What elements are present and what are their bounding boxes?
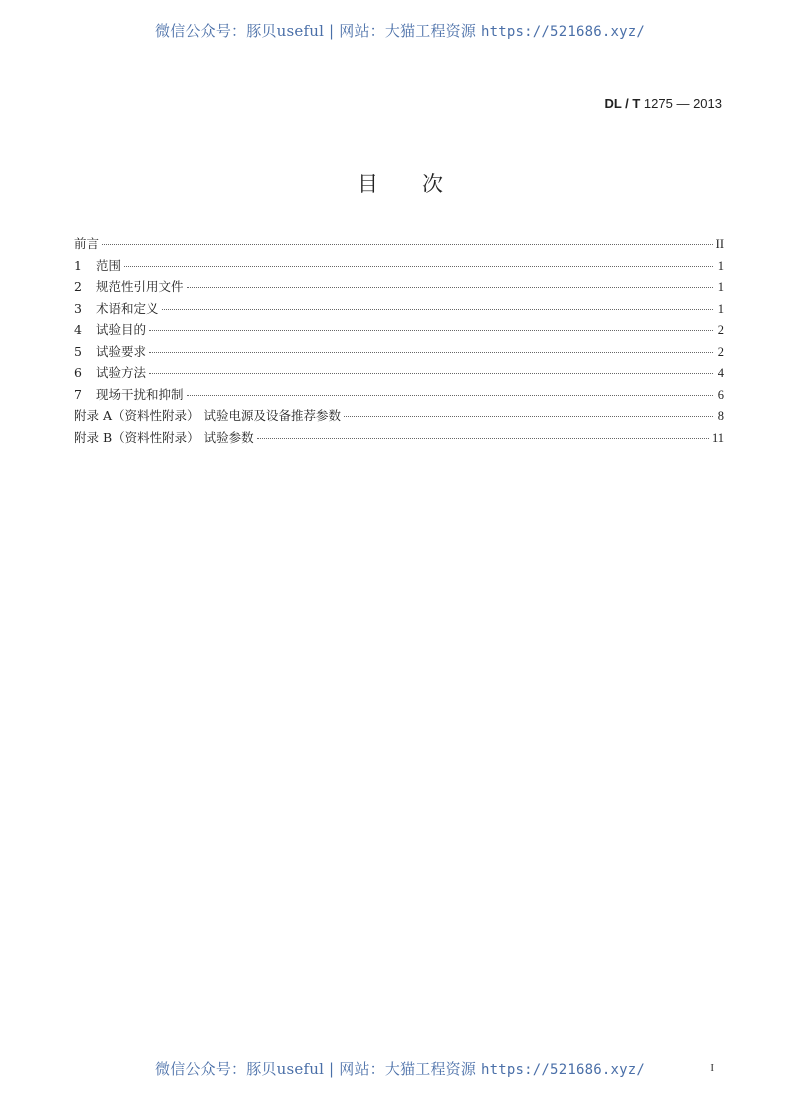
toc-entry-number: 4 — [74, 322, 82, 337]
watermark-url[interactable]: https://521686.xyz/ — [481, 24, 645, 40]
toc-entry-label: 试验要求 — [96, 343, 147, 359]
toc-entry-foreword[interactable] — [74, 234, 724, 256]
watermark-bottom — [0, 1058, 800, 1079]
toc-entry-label: 前言 — [74, 236, 100, 251]
toc-entry-appendix-b[interactable] — [74, 428, 724, 450]
toc-entry-page: 1 — [717, 280, 724, 294]
toc-leader-dots — [187, 395, 713, 396]
toc-entry-page: II — [715, 237, 724, 251]
toc-entry-page: 2 — [717, 323, 724, 337]
watermark-text: 微信公众号：豚贝useful | 网站：大猫工程资源 — [155, 1060, 482, 1078]
toc-entry-label: 术语和定义 — [96, 300, 159, 316]
toc-title: 目次 — [357, 172, 487, 196]
watermark-text: 微信公众号：豚贝useful | 网站：大猫工程资源 — [155, 22, 482, 40]
standard-code — [604, 96, 722, 111]
toc-entry-7[interactable] — [74, 385, 724, 407]
toc-entry-number: 7 — [74, 386, 82, 402]
toc-entry-number: 6 — [74, 365, 82, 380]
watermark-url[interactable]: https://521686.xyz/ — [481, 1062, 645, 1078]
toc-entry-page: 1 — [717, 301, 724, 316]
toc-entry-page: 4 — [717, 366, 724, 380]
toc-entry-page: 11 — [711, 430, 724, 445]
watermark-top — [0, 20, 800, 41]
toc-leader-dots — [124, 266, 713, 267]
toc-entry-number: 3 — [74, 300, 82, 316]
toc-entry-1[interactable] — [74, 256, 724, 278]
toc-leader-dots — [149, 330, 713, 331]
toc-leader-dots — [102, 244, 713, 245]
toc-entry-number: 2 — [74, 279, 82, 294]
toc-entry-appendix-a[interactable] — [74, 406, 724, 428]
toc-entry-label: 规范性引用文件 — [96, 279, 184, 294]
toc-entry-4[interactable] — [74, 320, 724, 342]
standard-number: 1275 — 2013 — [640, 96, 722, 111]
toc-entry-label: 范围 — [96, 257, 122, 273]
toc-leader-dots — [149, 352, 713, 353]
toc-entry-label: 试验方法 — [96, 365, 147, 380]
toc-leader-dots — [344, 416, 713, 417]
toc-entry-page: 2 — [717, 344, 724, 359]
toc-leader-dots — [149, 373, 713, 374]
toc-entry-page: 1 — [717, 258, 724, 273]
toc-entry-6[interactable] — [74, 363, 724, 385]
toc-leader-dots — [187, 287, 713, 288]
toc-entry-label: 现场干扰和抑制 — [96, 386, 184, 402]
toc-entry-label: 试验目的 — [96, 322, 147, 337]
toc-entry-2[interactable] — [74, 277, 724, 299]
toc-leader-dots — [162, 309, 713, 310]
table-of-contents — [74, 234, 724, 449]
toc-leader-dots — [257, 438, 709, 439]
toc-entry-number: 5 — [74, 343, 82, 359]
toc-entry-page: 8 — [717, 409, 724, 423]
standard-prefix: DL / T — [604, 96, 641, 111]
page-number: I — [710, 1062, 714, 1074]
toc-entry-5[interactable] — [74, 342, 724, 364]
toc-entry-3[interactable] — [74, 299, 724, 321]
toc-entry-label: 附录 B（资料性附录） 试验参数 — [74, 429, 254, 445]
toc-entry-label: 附录 A（资料性附录） 试验电源及设备推荐参数 — [74, 408, 341, 423]
toc-entry-number: 1 — [74, 257, 82, 273]
toc-entry-page: 6 — [717, 387, 724, 402]
